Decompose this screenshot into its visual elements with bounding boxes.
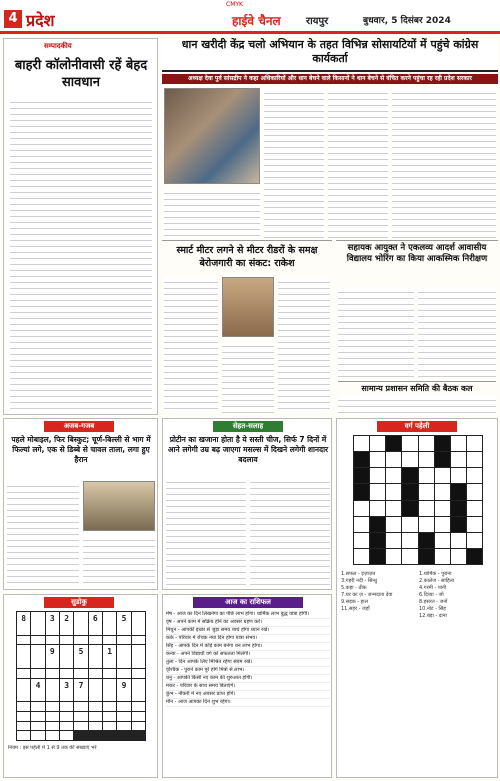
sudoku-cell[interactable] xyxy=(89,722,102,731)
sudoku-cell[interactable] xyxy=(31,712,44,721)
crossword-cell[interactable] xyxy=(402,452,417,467)
lead-headline-box xyxy=(162,36,498,72)
sudoku-cell[interactable] xyxy=(117,712,130,721)
crossword-cell[interactable] xyxy=(402,549,417,564)
sudoku-cell[interactable] xyxy=(31,636,44,645)
sudoku-cell[interactable] xyxy=(60,731,73,740)
lead-body-col3 xyxy=(392,88,496,238)
sudoku-cell[interactable] xyxy=(117,722,130,731)
sudoku-cell[interactable]: 2 xyxy=(60,612,73,635)
editorial-label: सम्पादकीय xyxy=(44,42,72,50)
editorial-body xyxy=(10,97,152,411)
crossword-cell[interactable] xyxy=(451,436,466,451)
ajab-label: अजब-गजब xyxy=(44,421,114,432)
sudoku-cell[interactable] xyxy=(117,702,130,711)
sudoku-cell[interactable]: 6 xyxy=(89,612,102,635)
cmyk-mark: CMYK xyxy=(226,1,243,8)
brand-name: हाईवे चैनल xyxy=(232,14,281,28)
clue: 9.सड़क - हाल xyxy=(341,599,368,605)
sudoku-cell[interactable] xyxy=(103,612,116,635)
sudoku-cell[interactable] xyxy=(132,712,145,721)
crossword-cell[interactable] xyxy=(467,533,482,548)
crossword-cell[interactable] xyxy=(419,517,434,532)
clue: 1.सफल - इज़ाज़त xyxy=(341,571,376,577)
crossword-cell[interactable] xyxy=(467,468,482,483)
crossword-cell xyxy=(451,501,466,516)
clue: 10.नोट - सिंह xyxy=(419,606,446,612)
rashifal-box xyxy=(162,594,332,778)
sudoku-cell[interactable] xyxy=(132,722,145,731)
crossword-cell[interactable] xyxy=(354,533,369,548)
city: रायपुर xyxy=(306,16,329,27)
rashi-item: वृष - अपने काम में सक्रिय होने का अवसर ग्रहण करें। xyxy=(166,619,330,627)
crossword-cell[interactable] xyxy=(451,452,466,467)
smart-meter-story xyxy=(162,240,332,415)
crossword-cell[interactable] xyxy=(354,436,369,451)
rashi-item: तुला - दिन आपके लिए मिश्रित रहेगा संयम रखें। xyxy=(166,659,330,667)
sudoku-cell[interactable]: 8 xyxy=(17,612,30,635)
crossword-cell[interactable] xyxy=(370,468,385,483)
sudoku-cell[interactable] xyxy=(89,636,102,645)
rashi-item: कर्क - परिवार में रोचक नया दिन होगा यात्रा संभव। xyxy=(166,635,330,643)
sudoku-cell[interactable] xyxy=(31,645,44,668)
sudoku-cell[interactable] xyxy=(46,712,59,721)
rashi-item: धनु - आपकी किसी नए काम की शुरुआत होगी। xyxy=(166,675,330,683)
sudoku-cell[interactable]: 1 xyxy=(103,645,116,668)
sudoku-cell[interactable] xyxy=(17,731,30,740)
rashi-item: वृश्चिक - पुराने काम पूरे होंगे मित्रों से लाभ। xyxy=(166,667,330,675)
reporter-photo xyxy=(222,277,274,337)
crossword-cell xyxy=(467,549,482,564)
crossword-cell xyxy=(451,484,466,499)
crossword-grid[interactable] xyxy=(353,435,483,565)
crossword-cell xyxy=(402,468,417,483)
lead-photo xyxy=(164,88,260,184)
smart-body-col2 xyxy=(222,341,274,413)
rashi-item: कन्या - अपने विद्यार्थी वर्ग को सफलता मिलेगी। xyxy=(166,651,330,659)
sudoku-title: सुडोकु xyxy=(44,597,114,608)
section-title: प्रदेश xyxy=(26,11,55,30)
crossword-cell xyxy=(386,436,401,451)
crossword-cell[interactable] xyxy=(386,549,401,564)
sudoku-cell[interactable] xyxy=(31,702,44,711)
sudoku-cell[interactable]: 5 xyxy=(74,645,87,668)
clue: 12.बड़ा - दाना xyxy=(419,613,447,619)
rashi-item: सिंह - आपके दिन में कोई काम बनेगा धन लाभ होगा। xyxy=(166,643,330,651)
sudoku-cell[interactable] xyxy=(60,722,73,731)
crossword-cell[interactable] xyxy=(435,484,450,499)
crossword-cell xyxy=(451,517,466,532)
crossword-cell[interactable] xyxy=(370,484,385,499)
sudoku-cell[interactable] xyxy=(46,679,59,702)
ajab-photo xyxy=(83,481,155,531)
crossword-cell[interactable] xyxy=(419,501,434,516)
crossword-cell[interactable] xyxy=(451,533,466,548)
crossword-cell[interactable] xyxy=(435,517,450,532)
sudoku-cell[interactable] xyxy=(132,679,145,702)
sudoku-cell[interactable] xyxy=(46,731,59,740)
date: बुधवार, 5 दिसंबर 2024 xyxy=(363,16,451,26)
sudoku-grid[interactable] xyxy=(16,611,146,741)
sudoku-cell[interactable] xyxy=(103,712,116,721)
rashi-item: कुंभ - नौकरी में नए अवसर प्राप्त होंगे। xyxy=(166,691,330,699)
crossword-cell[interactable] xyxy=(402,436,417,451)
meeting-headline: सामान्य प्रशासन समिति की बैठक कल xyxy=(338,381,496,394)
editorial-title: बाहरी कॉलोनीवासी रहें बेहद सावधान xyxy=(14,58,148,90)
rashi-item: मकर - परिवार के साथ समय बिताएंगे। xyxy=(166,683,330,691)
crossword-cell[interactable] xyxy=(370,436,385,451)
crossword-cell[interactable] xyxy=(354,549,369,564)
clue: 5.कहा - ठीक xyxy=(341,585,367,591)
crossword-cell xyxy=(402,501,417,516)
crossword-cell[interactable] xyxy=(419,484,434,499)
sudoku-cell[interactable]: 9 xyxy=(117,679,130,702)
sudoku-cell[interactable] xyxy=(103,669,116,678)
sudoku-cell[interactable] xyxy=(17,636,30,645)
crossword-title: वर्ग पहेली xyxy=(377,421,457,432)
crossword-cell[interactable] xyxy=(386,452,401,467)
lead-body-col1 xyxy=(264,88,324,238)
smart-body-col3 xyxy=(278,277,330,413)
sudoku-box xyxy=(3,594,158,778)
sudoku-cell[interactable] xyxy=(60,712,73,721)
crossword-cell[interactable] xyxy=(467,484,482,499)
crossword-cell[interactable] xyxy=(419,468,434,483)
crossword-cell xyxy=(354,484,369,499)
lead-subhead: अध्यक्ष देवा पुर्व सांसद्रीप ने कहा अधिकारियों और धान बेचने वाले किसानों ने धान बेचने से वंचित करने पहुंचा रह रही प्रदेश सरकार xyxy=(162,74,498,84)
sudoku-cell[interactable]: 7 xyxy=(74,679,87,702)
crossword-cell xyxy=(370,517,385,532)
right-body-col1 xyxy=(338,287,414,377)
crossword-cell xyxy=(370,549,385,564)
sudoku-cell[interactable] xyxy=(31,612,44,635)
sudoku-cell[interactable] xyxy=(31,731,44,740)
clue: 2.कालेज - साहित्य xyxy=(419,578,454,584)
crossword-cell[interactable] xyxy=(370,452,385,467)
sudoku-cell[interactable] xyxy=(89,712,102,721)
sudoku-cell[interactable] xyxy=(31,722,44,731)
ajab-gajab-box xyxy=(3,418,158,590)
crossword-cell[interactable] xyxy=(402,533,417,548)
crossword-cell[interactable] xyxy=(451,468,466,483)
sudoku-cell[interactable]: 3 xyxy=(46,612,59,635)
sudoku-cell[interactable] xyxy=(74,712,87,721)
sudoku-cell[interactable] xyxy=(103,679,116,702)
crossword-cell[interactable] xyxy=(451,549,466,564)
sudoku-cell[interactable] xyxy=(89,669,102,678)
sudoku-cell[interactable] xyxy=(89,679,102,702)
crossword-cell[interactable] xyxy=(467,517,482,532)
crossword-cell[interactable] xyxy=(419,452,434,467)
sudoku-cell[interactable]: 3 xyxy=(60,679,73,702)
sudoku-cell[interactable] xyxy=(89,702,102,711)
lead-body-col2 xyxy=(328,88,388,238)
sudoku-cell[interactable] xyxy=(46,636,59,645)
sehat-body-col1 xyxy=(166,477,246,587)
crossword-cell xyxy=(419,549,434,564)
crossword-cell[interactable] xyxy=(419,436,434,451)
crossword-cell xyxy=(354,452,369,467)
crossword-cell xyxy=(435,436,450,451)
sehat-body-col2 xyxy=(250,477,330,587)
sudoku-cell[interactable] xyxy=(46,669,59,678)
rashi-item: मेष - आज का दिन लिखनेगा का पीछे लाभ होगा। धार्मिक लाभ बुद्ध यात्रा होगी। xyxy=(166,611,330,619)
sudoku-cell[interactable] xyxy=(17,712,30,721)
right-headline: सहायक आयुक्त ने एकलव्य आदर्श आवासीय विद्यालय भोरिंग का किया आकस्मिक निरीक्षण xyxy=(346,243,488,264)
sudoku-cell[interactable] xyxy=(17,702,30,711)
sudoku-cell[interactable] xyxy=(17,645,30,668)
masthead xyxy=(0,0,500,34)
sudoku-cell[interactable] xyxy=(132,645,145,668)
sudoku-cell[interactable] xyxy=(103,636,116,645)
crossword-cell xyxy=(370,533,385,548)
sudoku-cell[interactable] xyxy=(117,636,130,645)
clue: 1.धार्मिक - पुराना xyxy=(419,571,452,577)
sudoku-cell[interactable] xyxy=(132,612,145,635)
lead-headline: धान खरीदी केंद्र चलो अभियान के तहत विभिन्न सोसायटियों में पहुंचे कांग्रेस कार्यकर्ता xyxy=(181,38,479,65)
crossword-cell[interactable] xyxy=(435,549,450,564)
crossword-cell[interactable] xyxy=(435,468,450,483)
crossword-cell[interactable] xyxy=(370,501,385,516)
sudoku-cell[interactable] xyxy=(132,702,145,711)
smart-body-col1 xyxy=(164,277,218,413)
sudoku-cell[interactable] xyxy=(117,669,130,678)
sudoku-cell[interactable] xyxy=(132,636,145,645)
rashi-item: मीन - आज आपका दिन शुभ रहेगा। xyxy=(166,699,330,707)
sudoku-cell[interactable] xyxy=(17,669,30,678)
crossword-cell[interactable] xyxy=(435,501,450,516)
meeting-body xyxy=(338,395,496,415)
crossword-down xyxy=(419,571,495,771)
crossword-cell[interactable] xyxy=(467,436,482,451)
crossword-cell[interactable] xyxy=(354,517,369,532)
sehat-headline: प्रोटीन का खजाना होता है ये सस्ती चीज, सिर्फ 7 दिनों में आने लगेगी उम्र बढ़ जाएगा मसल्स में दिखने लगेगी शानदार बदलाव xyxy=(167,435,329,464)
crossword-cell[interactable] xyxy=(386,484,401,499)
sudoku-cell[interactable] xyxy=(60,645,73,668)
sudoku-cell[interactable] xyxy=(117,645,130,668)
sudoku-cell[interactable] xyxy=(60,636,73,645)
sudoku-cell[interactable] xyxy=(17,679,30,702)
clue: 8.हसरत - जनों xyxy=(419,599,448,605)
sudoku-cell[interactable] xyxy=(132,669,145,678)
clue: 11.सहर - जहाँ xyxy=(341,606,370,612)
crossword-cell xyxy=(435,452,450,467)
sudoku-cell[interactable] xyxy=(31,669,44,678)
sudoku-cell[interactable] xyxy=(74,722,87,731)
rashifal-title: आज का राशिफल xyxy=(193,597,303,608)
sudoku-cell[interactable] xyxy=(74,612,87,635)
rashifal-list xyxy=(166,611,330,775)
sudoku-cell[interactable] xyxy=(74,636,87,645)
crossword-across xyxy=(341,571,417,771)
sudoku-cell[interactable]: 4 xyxy=(31,679,44,702)
sudoku-cell[interactable] xyxy=(103,722,116,731)
crossword-cell[interactable] xyxy=(386,501,401,516)
sudoku-cell[interactable]: 5 xyxy=(117,612,130,635)
page-number: 4 xyxy=(4,10,22,28)
sudoku-cell[interactable] xyxy=(60,669,73,678)
clue: 7.घर का ज़ - जन्मदाता देवा xyxy=(341,592,393,598)
sudoku-note: नियम : इस पहेली में 1 से 9 तक की संख्याएं भरें xyxy=(8,745,97,751)
sudoku-cell[interactable] xyxy=(17,722,30,731)
clue: 3.गहरी नदी - सिन्धु xyxy=(341,578,378,584)
crossword-box xyxy=(336,418,498,778)
sehat-label: सेहत-सलाह xyxy=(213,421,283,432)
sehat-box xyxy=(162,418,332,590)
sudoku-cell[interactable] xyxy=(74,702,87,711)
right-body-col2 xyxy=(418,287,496,377)
clue: 6.दिव्या - जो xyxy=(419,592,444,598)
crossword-cell[interactable] xyxy=(467,501,482,516)
crossword-cell[interactable] xyxy=(435,533,450,548)
sudoku-cell[interactable] xyxy=(74,669,87,678)
sudoku-cell[interactable] xyxy=(89,645,102,668)
sudoku-cell[interactable] xyxy=(60,702,73,711)
sudoku-cell[interactable] xyxy=(46,722,59,731)
crossword-cell xyxy=(402,484,417,499)
ajab-headline: पहले मोबाइल, फिर बिस्कुट; चूर्ण-बिल्ली से भाग में फिल्यां लगे, एक से डिब्बे से चावल ताला, लगा हुए हैरान xyxy=(11,435,151,464)
crossword-cell xyxy=(354,468,369,483)
ajab-body-col1 xyxy=(7,481,79,587)
rashi-item: मिथुन - आपकी इच्छा से जुड़ा समय व्यर्थ होगा ध्यान रखें। xyxy=(166,627,330,635)
right-story xyxy=(336,240,498,415)
sudoku-cell[interactable] xyxy=(103,702,116,711)
crossword-cell[interactable] xyxy=(386,517,401,532)
crossword-cell[interactable] xyxy=(386,468,401,483)
sudoku-cell[interactable] xyxy=(46,702,59,711)
crossword-cell[interactable] xyxy=(386,533,401,548)
sudoku-cell[interactable]: 9 xyxy=(46,645,59,668)
clue: 4.गरमी - पानी xyxy=(419,585,447,591)
header-rule xyxy=(0,31,500,34)
ajab-body-col2 xyxy=(83,535,155,587)
editorial-column xyxy=(3,38,158,415)
crossword-cell xyxy=(419,533,434,548)
crossword-cell[interactable] xyxy=(467,452,482,467)
smart-meter-headline: स्मार्ट मीटर लगने से मीटर रीडरों के समक्ष बेरोजगारी का संकट: राकेश xyxy=(176,245,318,269)
crossword-cell[interactable] xyxy=(354,501,369,516)
lead-photo-caption xyxy=(164,188,260,238)
crossword-cell[interactable] xyxy=(402,517,417,532)
